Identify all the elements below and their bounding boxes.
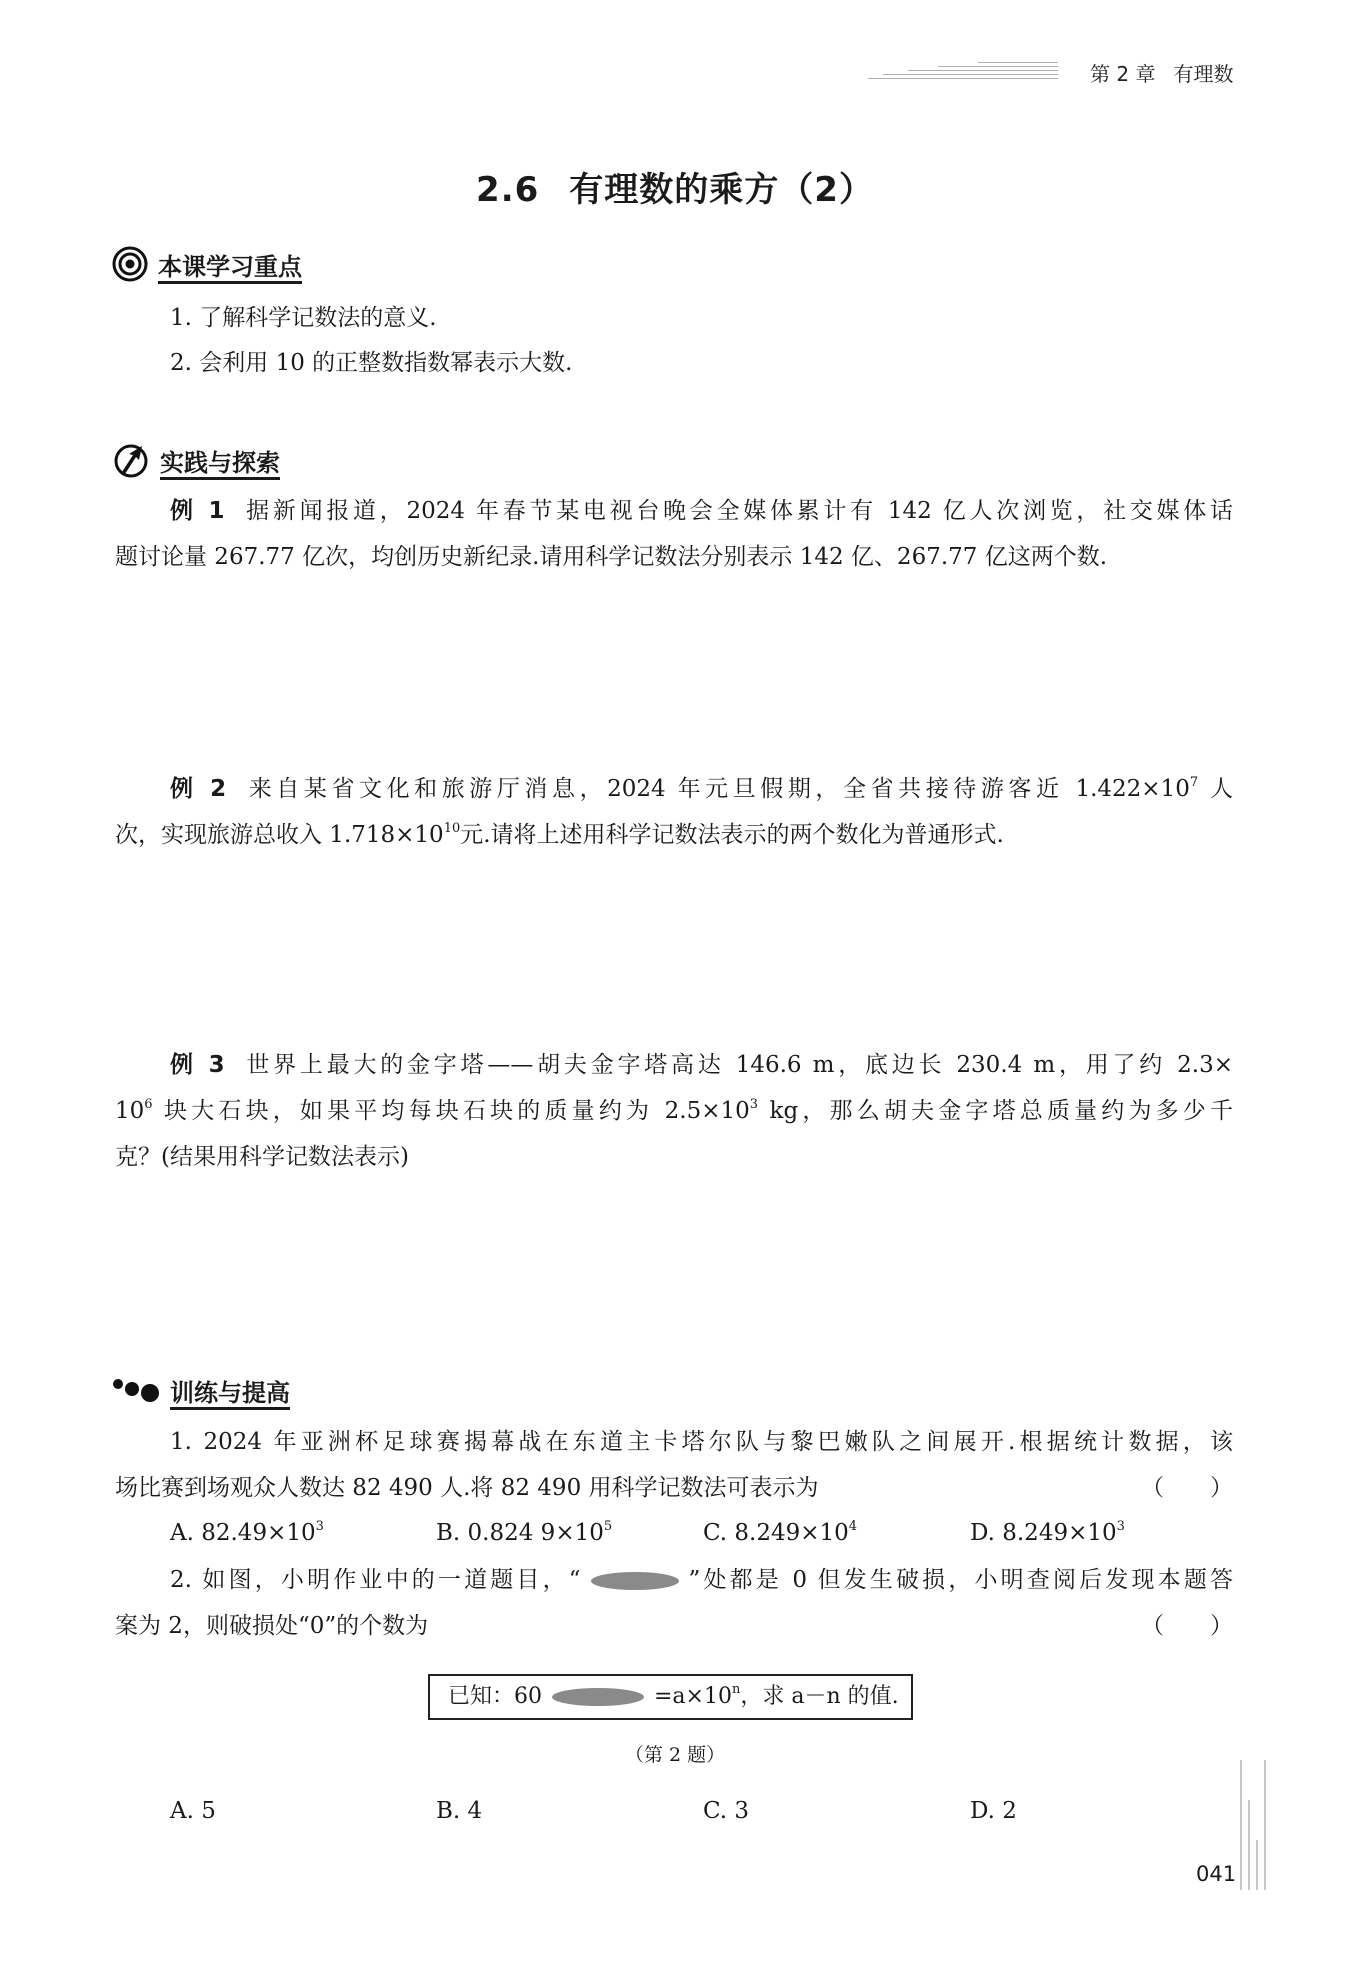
focus-item-1: 1. 了解科学记数法的意义. [170,305,437,331]
example-2-line-2: 次，实现旅游总收入 $1.718\times 10^{10}$元.请将上述用科学记数法表示的两个数化为普通形式. [115,821,1004,848]
figure-caption: （第 2 题） [624,1744,726,1766]
focus-heading-label: 本课学习重点 [158,252,302,281]
question-2-options [170,1796,1233,1826]
example-2-line-1: 例 2 来自某省文化和旅游厅消息，2024 年元旦假期，全省共接待游客近 $1.422\times 10^7$ 人 [170,775,1233,802]
edge-line [1240,1760,1242,1890]
target-icon [112,246,148,282]
q2-option-d: D. 2 [970,1798,1017,1824]
answer-parentheses-2: （ ） [1141,1613,1233,1639]
option-a: A. $82.49\times 10^3$ [170,1519,324,1546]
question-2-line-1: 2. 如图，小明作业中的一道题目，“ ”处都是 0 但发生破损，小明查阅后发现本题答 [170,1567,1234,1593]
edge-line [1248,1800,1250,1890]
header-decoration-lines [868,60,1058,82]
practice-heading [112,440,280,480]
chapter-number: 第 2 章 [1090,62,1156,86]
question-1-line-1: 1. 2024 年亚洲杯足球赛揭幕战在东道主卡塔尔队与黎巴嫩队之间展开.根据统计数据，该 [170,1429,1233,1455]
question-1-options [170,1518,1233,1548]
answer-parentheses: （ ） [1141,1475,1233,1501]
example-1-line-1 [170,496,1233,526]
example-3-line-1: 例 3 世界上最大的金字塔——胡夫金字塔高达 146.6 m，底边长 230.4 m，用了约 2.3× [170,1052,1233,1078]
focus-heading [112,244,302,284]
example-1-line-2: 题讨论量 267.77 亿次，均创历史新纪录.请用科学记数法分别表示 142 亿、267.77 亿这两个数. [115,544,1108,570]
running-header [1090,58,1233,87]
example-3-line-2: $10^6$ 块大石块，如果平均每块石块的质量约为 $2.5\times 10^3$ kg，那么胡夫金字塔总质量约为多少千 [115,1097,1233,1124]
page-title [0,162,1350,211]
example-1-label: 例 1 [170,498,225,524]
damaged-area-blot [591,1572,679,1590]
example-3-label: 例 3 [170,1052,225,1078]
homework-problem-box: 已知：$60 =a\times 10^n$，求 a－n 的值. [428,1674,913,1720]
dots-icon [112,1372,160,1408]
question-1-line-2: 场比赛到场观众人数达 82 490 人.将 82 490 用科学记数法可表示为 （ ） [115,1475,1233,1501]
question-2-line-2: 案为 2，则破损处“0”的个数为 （ ） [115,1613,1233,1639]
example-1-text-1: 据新闻报道，2024 年春节某电视台晚会全媒体累计有 142 亿人次浏览，社交媒体话 [242,498,1233,524]
training-heading [112,1370,290,1410]
option-c: C. $8.249\times 10^4$ [703,1519,858,1546]
training-heading-label: 训练与提高 [170,1378,290,1407]
damaged-area-blot-box [552,1688,644,1706]
option-d: D. $8.249\times 10^3$ [970,1519,1125,1546]
q2-option-c: C. 3 [703,1798,750,1824]
focus-item-2: 2. 会利用 10 的正整数指数幂表示大数. [170,350,573,376]
edge-line [1264,1760,1266,1890]
example-3-line-3: 克？(结果用科学记数法表示) [115,1144,409,1170]
section-number: 2.6 [476,170,540,210]
edge-line [1256,1840,1258,1890]
section-title: 有理数的乘方（2） [569,170,874,210]
q2-option-b: B. 4 [436,1798,483,1824]
page-number: 041 [1196,1862,1237,1886]
chapter-title: 有理数 [1173,62,1234,86]
q2-option-a: A. 5 [170,1798,216,1824]
practice-heading-label: 实践与探索 [160,448,280,477]
arrow-circle-icon [112,441,150,479]
example-2-label: 例 2 [170,776,227,802]
option-b: B. 0.824 $9\times 10^5$ [436,1519,613,1546]
